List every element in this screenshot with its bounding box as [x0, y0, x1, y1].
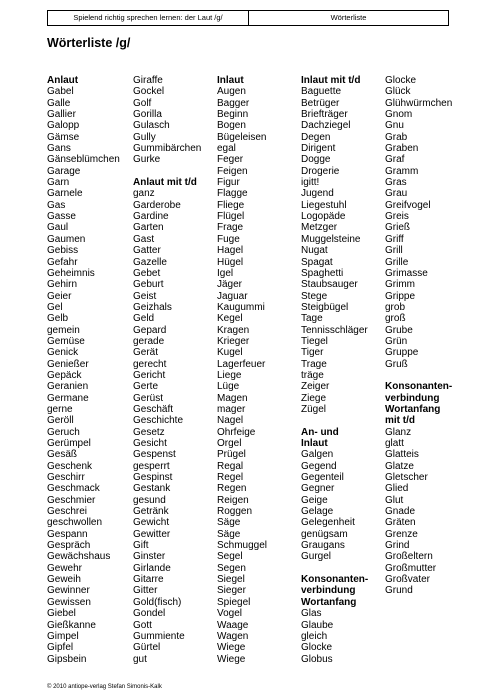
word-item: Grund [385, 585, 413, 597]
word-item: Griff [385, 233, 404, 245]
word-item: glatt [385, 438, 404, 449]
word-item: Gemüse [47, 335, 85, 347]
word-item: Orgel [217, 438, 242, 449]
word-item: Geschmier [47, 494, 96, 506]
word-item: Geruch [47, 426, 80, 438]
word-item: Krieger [217, 335, 250, 347]
header-doc-type: Wörterliste [330, 13, 367, 22]
word-item: Grimm [385, 279, 415, 291]
word-item: Großeltern [385, 551, 433, 563]
word-item: Liege [217, 369, 242, 381]
word-item: Giebel [47, 608, 76, 620]
word-item: Staubsauger [301, 279, 358, 291]
word-item: Gespräch [47, 540, 91, 552]
word-item: Greis [385, 211, 409, 223]
word-item: Geier [47, 290, 72, 302]
word-item: Gummiente [133, 630, 185, 642]
word-item: Wagen [217, 630, 249, 642]
word-item: Drogerie [301, 165, 340, 177]
word-item: Geschäft [133, 403, 174, 415]
word-item: Gift [133, 540, 149, 552]
word-item: Logopäde [301, 211, 346, 223]
word-item: Gas [47, 199, 66, 211]
word-item: Gipfel [47, 642, 74, 654]
word-item: Wiege [217, 642, 246, 654]
word-item: Jaguar [217, 290, 248, 302]
word-item: Genießer [47, 358, 89, 370]
word-item: Tennisschläger [301, 324, 368, 336]
section-heading: An- und [301, 426, 339, 438]
section-heading: Wortanfang [385, 403, 441, 415]
word-item: Germane [47, 392, 89, 404]
word-item: Regen [217, 483, 247, 495]
word-item: Jugend [301, 188, 334, 200]
word-item: Gorilla [133, 109, 162, 121]
word-item: Glück [385, 86, 411, 98]
word-item: Gott [133, 619, 152, 631]
word-item: gerade [133, 335, 165, 347]
word-item: Gewitter [133, 528, 171, 540]
word-item: Nugat [301, 245, 328, 257]
word-item: Grippe [385, 290, 416, 302]
word-item: Gramm [385, 165, 419, 177]
word-item: Gulasch [133, 120, 170, 132]
word-item: Grieß [385, 222, 410, 234]
word-item: grob [385, 301, 406, 313]
word-item: Gegner [301, 483, 335, 495]
word-item: Gestank [133, 483, 171, 495]
word-item: Ziege [301, 392, 327, 404]
word-item: Sieger [217, 585, 246, 597]
word-item: Grille [385, 256, 409, 268]
word-item: Regal [217, 460, 244, 472]
word-item: Grind [385, 540, 410, 552]
word-item: Regel [217, 472, 244, 484]
word-item: Steigbügel [301, 301, 349, 313]
word-item: Gipsbein [47, 653, 87, 665]
word-item: gesperrt [133, 460, 170, 472]
word-item: Grenze [385, 528, 418, 540]
word-item: Glut [385, 494, 404, 506]
word-item: Baguette [301, 86, 342, 98]
spacer [385, 370, 452, 381]
word-item: Lüge [217, 381, 240, 393]
word-item: Bügeleisen [217, 131, 267, 143]
word-column [301, 75, 368, 665]
word-item: gut [133, 653, 147, 665]
word-item: Globus [301, 653, 333, 665]
word-item: Gnade [385, 506, 416, 518]
word-item: Stege [301, 290, 328, 302]
word-item: Gerümpel [47, 438, 91, 449]
word-item: Grube [385, 324, 413, 336]
word-item: Spagat [301, 256, 333, 268]
word-item: Geige [301, 494, 328, 506]
word-item: Greifvogel [385, 199, 431, 211]
section-heading: verbindung [301, 585, 356, 597]
word-item: Kugel [217, 347, 243, 359]
word-item: Frage [217, 222, 244, 234]
word-item: Zügel [301, 403, 327, 415]
word-item: Lagerfeuer [217, 358, 266, 370]
word-item: Glaube [301, 619, 334, 631]
header-table [47, 10, 449, 26]
section-heading: verbindung [385, 392, 440, 404]
word-item: Geburt [133, 279, 164, 291]
word-item: Gewissen [47, 596, 91, 608]
word-item: Flügel [217, 211, 245, 223]
word-item: Graf [385, 154, 405, 166]
word-item: Spiegel [217, 596, 251, 608]
word-item: Trage [301, 358, 327, 370]
word-item: Gänseblümchen [47, 154, 120, 166]
word-item: Degen [301, 131, 331, 143]
word-item: Reigen [217, 494, 249, 506]
word-item: Gerät [133, 347, 159, 359]
word-item: Gebiss [47, 245, 79, 257]
word-item: Gummibärchen [133, 143, 202, 155]
word-item: Gefahr [47, 256, 78, 268]
page-title: Wörterliste /g/ [47, 36, 131, 50]
word-item: gleich [301, 630, 328, 642]
word-item: Gerte [133, 381, 159, 393]
word-item: Geist [133, 290, 157, 302]
word-column [217, 75, 267, 665]
word-item: Gegend [301, 460, 337, 472]
word-item: Gesäß [47, 449, 78, 461]
word-item: Gespinst [133, 472, 173, 484]
section-heading: Inlaut [301, 438, 328, 449]
word-item: Spaghetti [301, 267, 344, 279]
word-item: Großmutter [385, 562, 437, 574]
word-item: Geschirr [47, 472, 85, 484]
word-item: ganz [133, 188, 155, 200]
word-item: Geld [133, 313, 155, 325]
word-item: Gewächshaus [47, 551, 111, 563]
word-item: Beginn [217, 109, 249, 121]
word-item: Gasse [47, 211, 76, 223]
word-item: Tiger [301, 347, 324, 359]
word-item: mager [217, 403, 246, 415]
word-item: Geizhals [133, 301, 172, 313]
word-item: Magen [217, 392, 248, 404]
word-item: Feger [217, 154, 244, 166]
word-item: Gespann [47, 528, 88, 540]
word-item: Glatze [385, 460, 414, 472]
word-item: Roggen [217, 506, 253, 518]
word-item: Tiegel [301, 335, 328, 347]
word-item: Gnom [385, 109, 413, 121]
word-item: Glocke [385, 75, 417, 86]
word-item: Graben [385, 143, 419, 155]
word-item: Vogel [217, 608, 243, 620]
word-item: Bogen [217, 120, 246, 132]
word-item: Garten [133, 222, 164, 234]
word-item: gemein [47, 324, 80, 336]
word-item: Galgen [301, 449, 334, 461]
copyright-footer: © 2010 antiope-verlag Stefan Simonis-Kalk [47, 684, 162, 690]
word-item: Zeiger [301, 381, 330, 393]
word-item: Gepäck [47, 369, 82, 381]
word-item: Dirigent [301, 143, 336, 155]
word-item: Schmuggel [217, 540, 268, 552]
word-item: Geranien [47, 381, 89, 393]
word-item: Prügel [217, 449, 246, 461]
word-item: Glied [385, 483, 409, 495]
section-heading: Inlaut mit t/d [301, 75, 361, 86]
word-item: Grimasse [385, 267, 428, 279]
word-item: Gitter [133, 585, 158, 597]
word-columns [47, 75, 467, 675]
word-item: groß [385, 313, 406, 325]
word-item: Galle [47, 97, 71, 109]
word-item: Glühwürmchen [385, 97, 453, 109]
word-item: Genick [47, 347, 79, 359]
word-item: Gatter [133, 245, 161, 257]
word-item: Dogge [301, 154, 331, 166]
word-item: Gold(fisch) [133, 596, 182, 608]
word-item: Girlande [133, 562, 171, 574]
word-column [133, 75, 201, 665]
word-item: Galopp [47, 120, 80, 132]
word-item: Betrüger [301, 97, 340, 109]
section-heading: Anlaut [47, 75, 79, 86]
word-item: egal [217, 143, 236, 155]
word-item: Getränk [133, 506, 169, 518]
word-item: Gletscher [385, 472, 428, 484]
word-item: Gießkanne [47, 619, 96, 631]
word-item: Gel [47, 301, 63, 313]
word-item: Gondel [133, 608, 166, 620]
spacer [301, 415, 368, 426]
word-item: Segen [217, 562, 246, 574]
word-item: Dachziegel [301, 120, 351, 132]
word-item: Säge [217, 528, 241, 540]
word-item: Geschmack [47, 483, 100, 495]
word-item: Ginster [133, 551, 166, 563]
word-item: Gurgel [301, 551, 332, 563]
word-item: Segel [217, 551, 243, 563]
word-item: Gimpel [47, 630, 79, 642]
word-item: Golf [133, 97, 152, 109]
word-item: Liegestuhl [301, 199, 347, 211]
word-item: Gurke [133, 154, 161, 166]
word-item: Fuge [217, 233, 240, 245]
word-item: Gämse [47, 131, 80, 143]
word-item: Feigen [217, 165, 248, 177]
word-item: Gardine [133, 211, 169, 223]
word-item: Gaumen [47, 233, 86, 245]
word-item: Gaul [47, 222, 69, 234]
word-item: Gericht [133, 369, 166, 381]
spacer [301, 563, 368, 574]
spacer [133, 166, 201, 177]
section-heading: Konsonanten- [301, 574, 369, 586]
section-heading: Wortanfang [301, 596, 357, 608]
word-item: Briefträger [301, 109, 348, 121]
word-item: Augen [217, 86, 246, 98]
word-item: gerecht [133, 358, 167, 370]
word-item: Geröll [47, 415, 74, 427]
word-item: Gras [385, 177, 407, 189]
word-item: Säge [217, 517, 241, 529]
word-item: Gnu [385, 120, 404, 132]
word-item: Igel [217, 267, 234, 279]
word-item: Gräten [385, 517, 416, 529]
word-item: Waage [217, 619, 249, 631]
word-item: Gelage [301, 506, 334, 518]
word-item: igitt! [301, 177, 320, 189]
word-item: Tage [301, 313, 323, 325]
word-item: Gegenteil [301, 472, 344, 484]
word-item: Geschrei [47, 506, 88, 518]
word-item: Gürtel [133, 642, 161, 654]
word-item: Wiege [217, 653, 246, 665]
word-item: Gazelle [133, 256, 167, 268]
word-item: Glas [301, 608, 322, 620]
section-heading: Anlaut mit t/d [133, 177, 197, 189]
word-item: Kragen [217, 324, 250, 336]
word-item: Glanz [385, 426, 412, 438]
word-item: Garn [47, 177, 70, 189]
word-item: Grab [385, 131, 408, 143]
word-item: Flagge [217, 188, 248, 200]
word-item: Kegel [217, 313, 243, 325]
word-item: Glatteis [385, 449, 419, 461]
word-item: Gesetz [133, 426, 165, 438]
word-item: Grün [385, 335, 408, 347]
word-item: Gockel [133, 86, 165, 98]
word-item: Gesicht [133, 438, 167, 449]
word-item: Figur [217, 177, 240, 189]
word-item: Hagel [217, 245, 244, 257]
word-item: Gespenst [133, 449, 176, 461]
word-item: Gitarre [133, 574, 164, 586]
word-item: Gehirn [47, 279, 78, 291]
word-item: Gewehr [47, 562, 83, 574]
word-item: Gallier [47, 109, 76, 121]
word-item: genügsam [301, 528, 348, 540]
word-item: Giraffe [133, 75, 163, 86]
word-item: Glocke [301, 642, 333, 654]
word-item: Nagel [217, 415, 244, 427]
word-item: Bagger [217, 97, 250, 109]
word-item: Ohrfeige [217, 426, 256, 438]
word-item: gerne [47, 403, 73, 415]
word-item: Gebet [133, 267, 161, 279]
section-heading: mit t/d [385, 415, 415, 427]
word-item: Gruppe [385, 347, 419, 359]
word-item: Gruß [385, 358, 408, 370]
word-item: Gelegenheit [301, 517, 355, 529]
header-subject: Spielend richtig sprechen lernen: der Laut /g/ [48, 11, 249, 25]
section-heading: Inlaut [217, 75, 244, 86]
word-item: Gepard [133, 324, 167, 336]
word-item: Gelb [47, 313, 69, 325]
word-item: Gewicht [133, 517, 170, 529]
word-item: Graugans [301, 540, 345, 552]
word-item: Gabel [47, 86, 74, 98]
word-column [385, 75, 452, 597]
word-item: Gast [133, 233, 155, 245]
word-item: Siegel [217, 574, 245, 586]
word-item: Gans [47, 143, 71, 155]
word-item: Garnele [47, 188, 83, 200]
word-item: geschwollen [47, 517, 103, 529]
word-item: gesund [133, 494, 166, 506]
word-item: Garderobe [133, 199, 181, 211]
word-item: Gerüst [133, 392, 164, 404]
word-item: träge [301, 369, 324, 381]
word-item: Großvater [385, 574, 431, 586]
word-item: Jäger [217, 279, 243, 291]
word-column [47, 75, 120, 665]
word-item: Gewinner [47, 585, 90, 597]
section-heading: Konsonanten- [385, 381, 453, 393]
word-item: Metzger [301, 222, 338, 234]
word-item: Geschichte [133, 415, 184, 427]
word-item: Muggelsteine [301, 233, 361, 245]
word-item: Geweih [47, 574, 81, 586]
word-item: Gully [133, 131, 156, 143]
word-item: Kaugummi [217, 301, 265, 313]
word-item: Geheimnis [47, 267, 95, 279]
word-item: Grill [385, 245, 403, 257]
word-item: Geschenk [47, 460, 93, 472]
word-item: Fliege [217, 199, 245, 211]
word-item: Garage [47, 165, 81, 177]
word-item: Grau [385, 188, 408, 200]
word-item: Hügel [217, 256, 244, 268]
